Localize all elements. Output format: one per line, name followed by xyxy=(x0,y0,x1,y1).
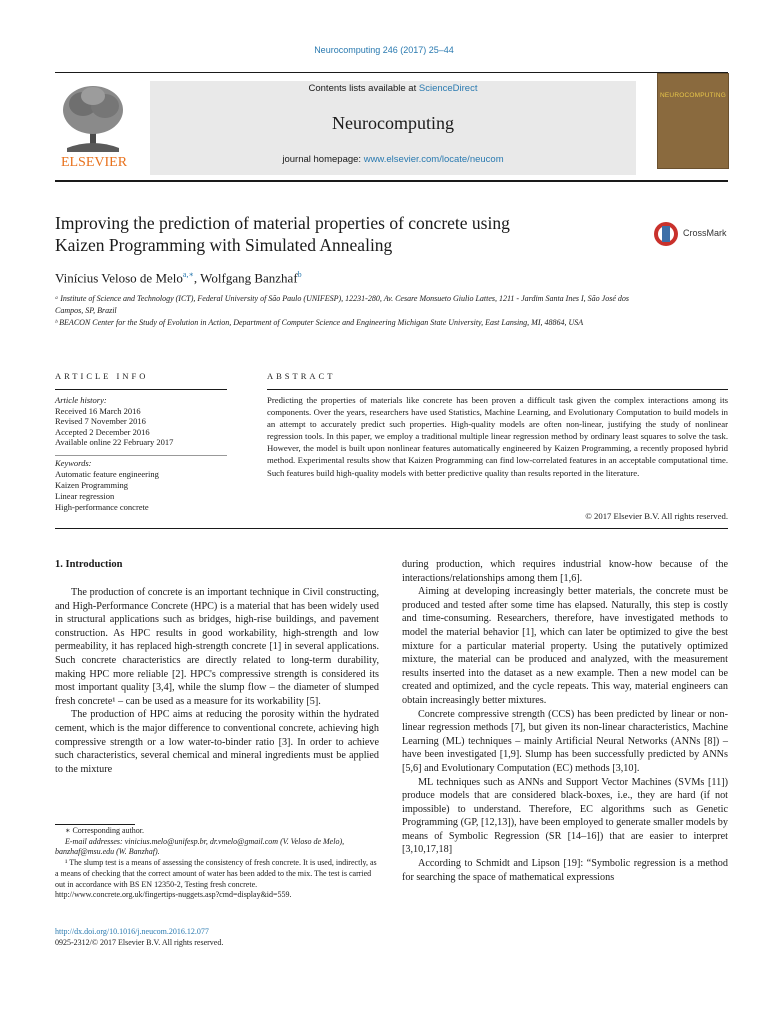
author-1: Vinícius Veloso de Melo xyxy=(55,270,183,286)
author-list xyxy=(55,270,302,286)
abstract-rule xyxy=(267,389,728,390)
sciencedirect-link[interactable]: ScienceDirect xyxy=(418,83,478,94)
paragraph: According to Schmidt and Lipson [19]: “Symbolic regression is a method for searching the space of mathematical expressions xyxy=(402,858,728,883)
author-2: Wolfgang Banzhaf xyxy=(200,270,298,286)
keyword: High-performance concrete xyxy=(55,502,149,512)
paper-title xyxy=(55,212,615,256)
keyword: Kaizen Programming xyxy=(55,480,128,490)
keywords xyxy=(55,458,227,513)
body-column-right xyxy=(402,558,728,884)
journal-name: Neurocomputing xyxy=(332,113,454,133)
abstract-bottom-rule xyxy=(55,528,728,529)
paragraph: The production of concrete is an important technique in Civil constructing, and High-Performance Concrete (HPC) is a material that has been widely used in structural applications such as bridges, high-rise buildings, and pavement construction. As HPC results in good workability, high-strength and low permeability, it has replaced high-strength concrete [1] in several applications. Such concrete characteristics are directly related to long-term durability, making HPC more reliable [2]. HPC's compressive strength is considered its most important quality [3,4], while the slump flow – the diameter of slumped fresh concrete¹ – can be used as a measure for its workability [5]. xyxy=(55,587,379,707)
revised-date: Revised 7 November 2016 xyxy=(55,416,146,426)
journal-header-band xyxy=(150,81,636,175)
received-date: Received 16 March 2016 xyxy=(55,405,141,416)
journal-homepage-link[interactable]: www.elsevier.com/locate/neucom xyxy=(363,154,504,165)
author-1-affiliation[interactable]: a,∗ xyxy=(182,270,194,279)
article-info-rule xyxy=(55,389,227,390)
title-line-2: Kaizen Programming with Simulated Annealing xyxy=(55,235,393,255)
cover-title: NEUROCOMPUTING xyxy=(660,92,726,99)
article-info-heading: ARTICLE INFO xyxy=(55,371,149,381)
title-line-1: Improving the prediction of material properties of concrete using xyxy=(55,213,510,233)
body-column-left xyxy=(55,586,379,776)
corresponding-author-note: ∗ Corresponding author. xyxy=(65,826,144,835)
abstract-body: Predicting the properties of materials like concrete has been proven a difficult task given the complex interactions among its components. Over the years, researchers have used Statistics, Machine Learning, and Evolutionary Computation to build models in an attempt to accurately predict such properties. High-quality models are often non-linear, justifying the study of nonlinear regression tools. In this paper, we employ a traditional multiple linear regression method by ordinary least squares to solve the task. However, the model is built upon nonlinear features automatically engineered by Kaizen Programming, a recently proposed hybrid method. Experimental results show that Kaizen Programming can find low-correlated features in an acceptable computational time. Such features build high-quality models with better predictive quality than results reported in the literature. xyxy=(267,395,728,478)
paragraph: Concrete compressive strength (CCS) has been predicted by linear or non-linear regression methods [7], but given its non-linear characteristics, Machine Learning (ML) techniques – mainly Artificial Neural Networks (ANNs [8]) – have been investigated [1,9]. Slump has been successfully predicted by ANNs [5,6] and Evolutionary Computation (EC) methods [3,10]. xyxy=(402,708,728,774)
footnote-rule xyxy=(55,824,135,825)
footnote-1: ¹ The slump test is a means of assessing the consistency of fresh concrete. It is used, indirectly, as a means of checking that the correct amount of water has been added to the mix. The test is carried out in accordance with BS EN 12350-2, Testing fresh concrete. http://www.concrete.org.uk/fingertips-nuggets.asp?cmd=display&id=559. xyxy=(55,858,377,900)
header-bottom-rule xyxy=(55,180,728,182)
contents-prefix: Contents lists available at xyxy=(308,83,419,94)
accepted-date: Accepted 2 December 2016 xyxy=(55,426,150,437)
crossmark-icon xyxy=(653,220,679,248)
online-date: Available online 22 February 2017 xyxy=(55,437,174,447)
section-heading-introduction: 1. Introduction xyxy=(55,559,123,570)
homepage-line xyxy=(150,154,636,165)
journal-cover-thumbnail xyxy=(657,73,729,169)
abstract-copyright: © 2017 Elsevier B.V. All rights reserved. xyxy=(585,511,728,521)
article-history xyxy=(55,395,227,448)
abstract-heading: ABSTRACT xyxy=(267,371,336,381)
affiliation-b: ᵇ BEACON Center for the Study of Evolution in Action, Department of Computer Science and Engineering Michigan State University, East Lansing, MI, 48864, USA xyxy=(55,318,584,327)
paragraph: ML techniques such as ANNs and Support Vector Machines (SVMs [11]) produce models that are considered black-boxes, i.e., they are hard (if not impossible) to understand. Therefore, EC algorithms such as Genetic Programming (GP, [12,13]), have been employed to generate smaller models by means of Symbolic Regression (SR [14–16]) that are easier to interpret [3,10,17,18] xyxy=(402,776,728,856)
publisher-name: ELSEVIER xyxy=(60,155,128,170)
issn-line: 0925-2312/© 2017 Elsevier B.V. All rights reserved. xyxy=(55,937,224,947)
keywords-rule xyxy=(55,455,227,456)
history-label: Article history: xyxy=(55,395,107,405)
paragraph: during production, which requires industrial know-how because of the interactions/relationships among them [1,6]. xyxy=(402,559,728,584)
footnotes xyxy=(55,826,379,901)
elsevier-tree-logo xyxy=(55,80,133,170)
doi-link[interactable]: http://dx.doi.org/10.1016/j.neucom.2016.12.077 xyxy=(55,927,209,936)
email-addresses[interactable]: E-mail addresses: vinicius.melo@unifesp.br, dr.vmelo@gmail.com (V. Veloso de Melo), banzhaf@msu.edu (W. Banzhaf). xyxy=(55,836,345,857)
doi-block xyxy=(55,927,379,948)
crossmark-label: CrossMark xyxy=(683,228,727,238)
crossmark-badge[interactable] xyxy=(653,220,733,248)
header-top-rule xyxy=(55,72,728,73)
journal-reference[interactable]: Neurocomputing 246 (2017) 25–44 xyxy=(314,45,454,55)
paragraph: Aiming at developing increasingly better materials, the concrete must be produced and tested after some time has elapsed. Naturally, this step is costly and time-consuming. Researchers, therefore, have investigated methods to model the material behavior [1], which can later be optimized to give the best mixture for a particular material property. Using the putatively optimized mixture, the material can be produced and analyzed, with the measurement results inserted into the dataset as a new example. Then a new model can be created and optimized, and the cycle repeats. This way, material engineers can obtain increasingly better mixtures. xyxy=(402,586,728,706)
author-2-affiliation[interactable]: b xyxy=(297,270,302,279)
keyword: Linear regression xyxy=(55,491,115,501)
paragraph: The production of HPC aims at reducing the porosity within the hydrated cement, which is the major difference to conventional concrete, achieving high compressive strength or a low water-to-binder ratio [3]. In order to achieve such characteristics, several chemical and mineral ingredients must be applied to the mixture xyxy=(55,709,379,775)
keywords-label: Keywords: xyxy=(55,458,92,468)
author-separator: , xyxy=(193,270,201,286)
homepage-prefix: journal homepage: xyxy=(282,154,364,165)
keyword: Automatic feature engineering xyxy=(55,469,159,479)
contents-line xyxy=(150,83,636,94)
affiliation-a: ᵃ Institute of Science and Technology (ICT), Federal University of São Paulo (UNIFESP), 12231-280, Av. Cesare Monsueto Giulio Lattes, 1211 - Jardim Santa Ines I, São José dos Campos, SP, Brazil xyxy=(55,294,629,315)
